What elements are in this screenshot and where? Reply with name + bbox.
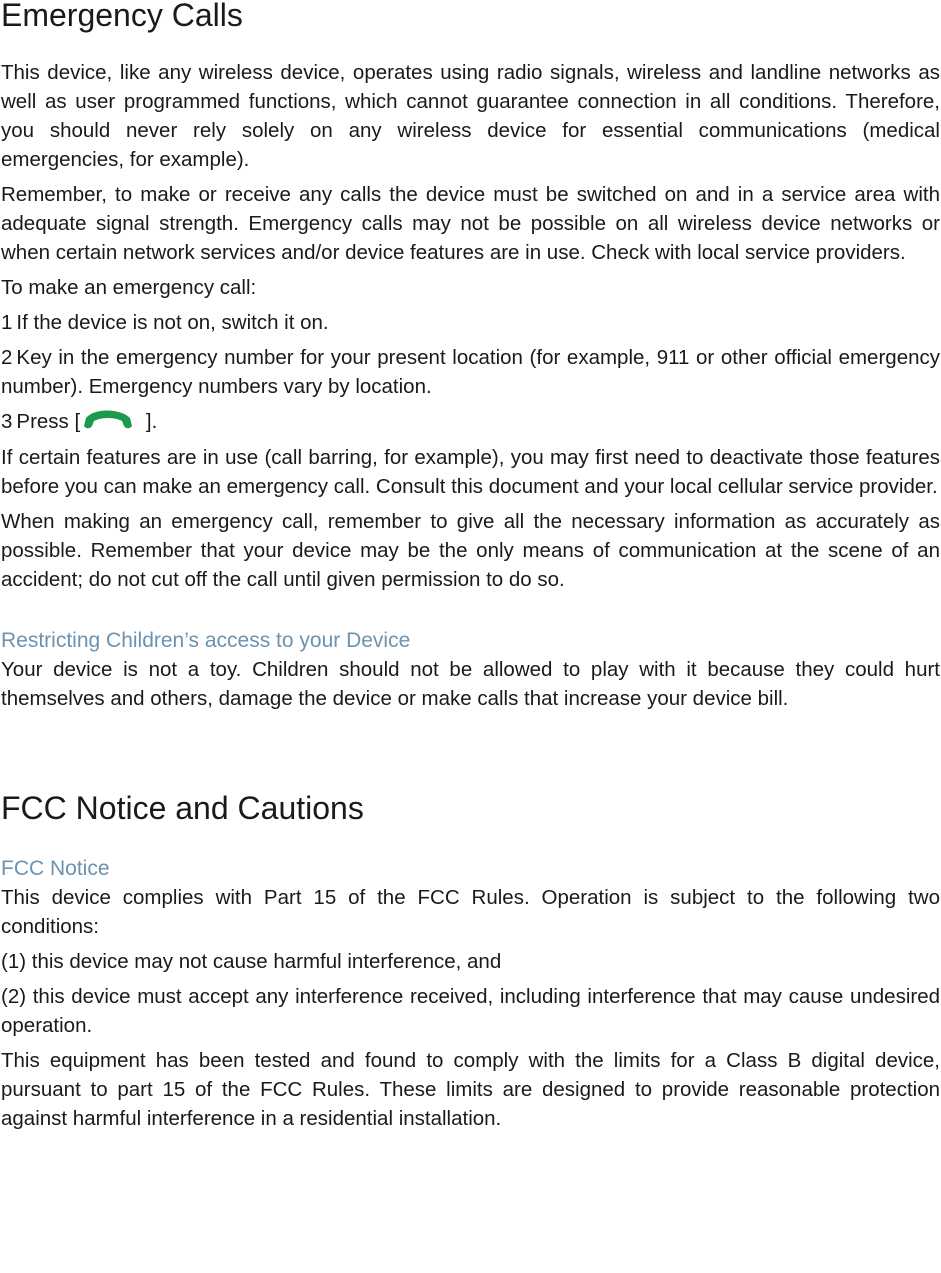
children-paragraph: Your device is not a toy. Children should not be allowed to play with it because they could hurt themselves and others, damage the device or make calls that increase your device bill. [1,657,940,710]
step-1 [1,308,940,337]
step-number: 2 [1,346,13,369]
fcc-paragraph-1: This device complies with Part 15 of the FCC Rules. Operation is subject to the following two conditions: [1,885,940,938]
emergency-paragraph-1: This device, like any wireless device, operates using radio signals, wireless and landline networks as well as user programmed functions, which cannot guarantee connection in all conditions. Therefore, you should never rely solely on any wireless device for essential communications (medical emergencies, for example). [1,61,940,171]
emergency-intro: To make an emergency call: [1,276,257,299]
fcc-condition-1: (1) this device may not cause harmful interference, and [1,949,502,973]
fcc-condition-2: (2) this device must accept any interference received, including interference that may cause undesired operation. [1,984,940,1037]
fcc-title: FCC Notice and Cautions [1,789,364,826]
green-call-icon [80,406,140,434]
fcc-paragraph-2: This equipment has been tested and found to comply with the limits for a Class B digital device, pursuant to part 15 of the FCC Rules. These limits are designed to provide reasonable protection against harmful interference in a residential installation. [1,1048,940,1130]
step-text: If the device is not on, switch it on. [16,311,329,334]
emergency-paragraph-4: When making an emergency call, remember to give all the necessary information as accurately as possible. Remember that your device may be the only means of communication at the scene of an accident; do not cut off the call until given permission to do so. [1,509,940,591]
emergency-calls-title: Emergency Calls [1,0,243,33]
step-2 [1,343,940,401]
emergency-paragraph-2: Remember, to make or receive any calls the device must be switched on and in a service area with adequate signal strength. Emergency calls may not be possible on all wireless device networks or when certain network services and/or device features are in use. Check with local service providers. [1,183,940,264]
step-text-after: ]. [140,410,158,433]
step-number: 3 [1,410,13,433]
step-text-before: Press [ [16,410,81,433]
step-text: Key in the emergency number for your present location (for example, 911 or other official emergency number). Emergency numbers vary by location. [1,346,940,398]
step-number: 1 [1,311,13,334]
children-heading: Restricting Children’s access to your Device [1,628,411,652]
fcc-notice-heading: FCC Notice [1,856,110,880]
step-3 [1,407,940,437]
emergency-paragraph-3: If certain features are in use (call barring, for example), you may first need to deactivate those features before you can make an emergency call. Consult this document and your local cellular service provider. [1,445,940,498]
